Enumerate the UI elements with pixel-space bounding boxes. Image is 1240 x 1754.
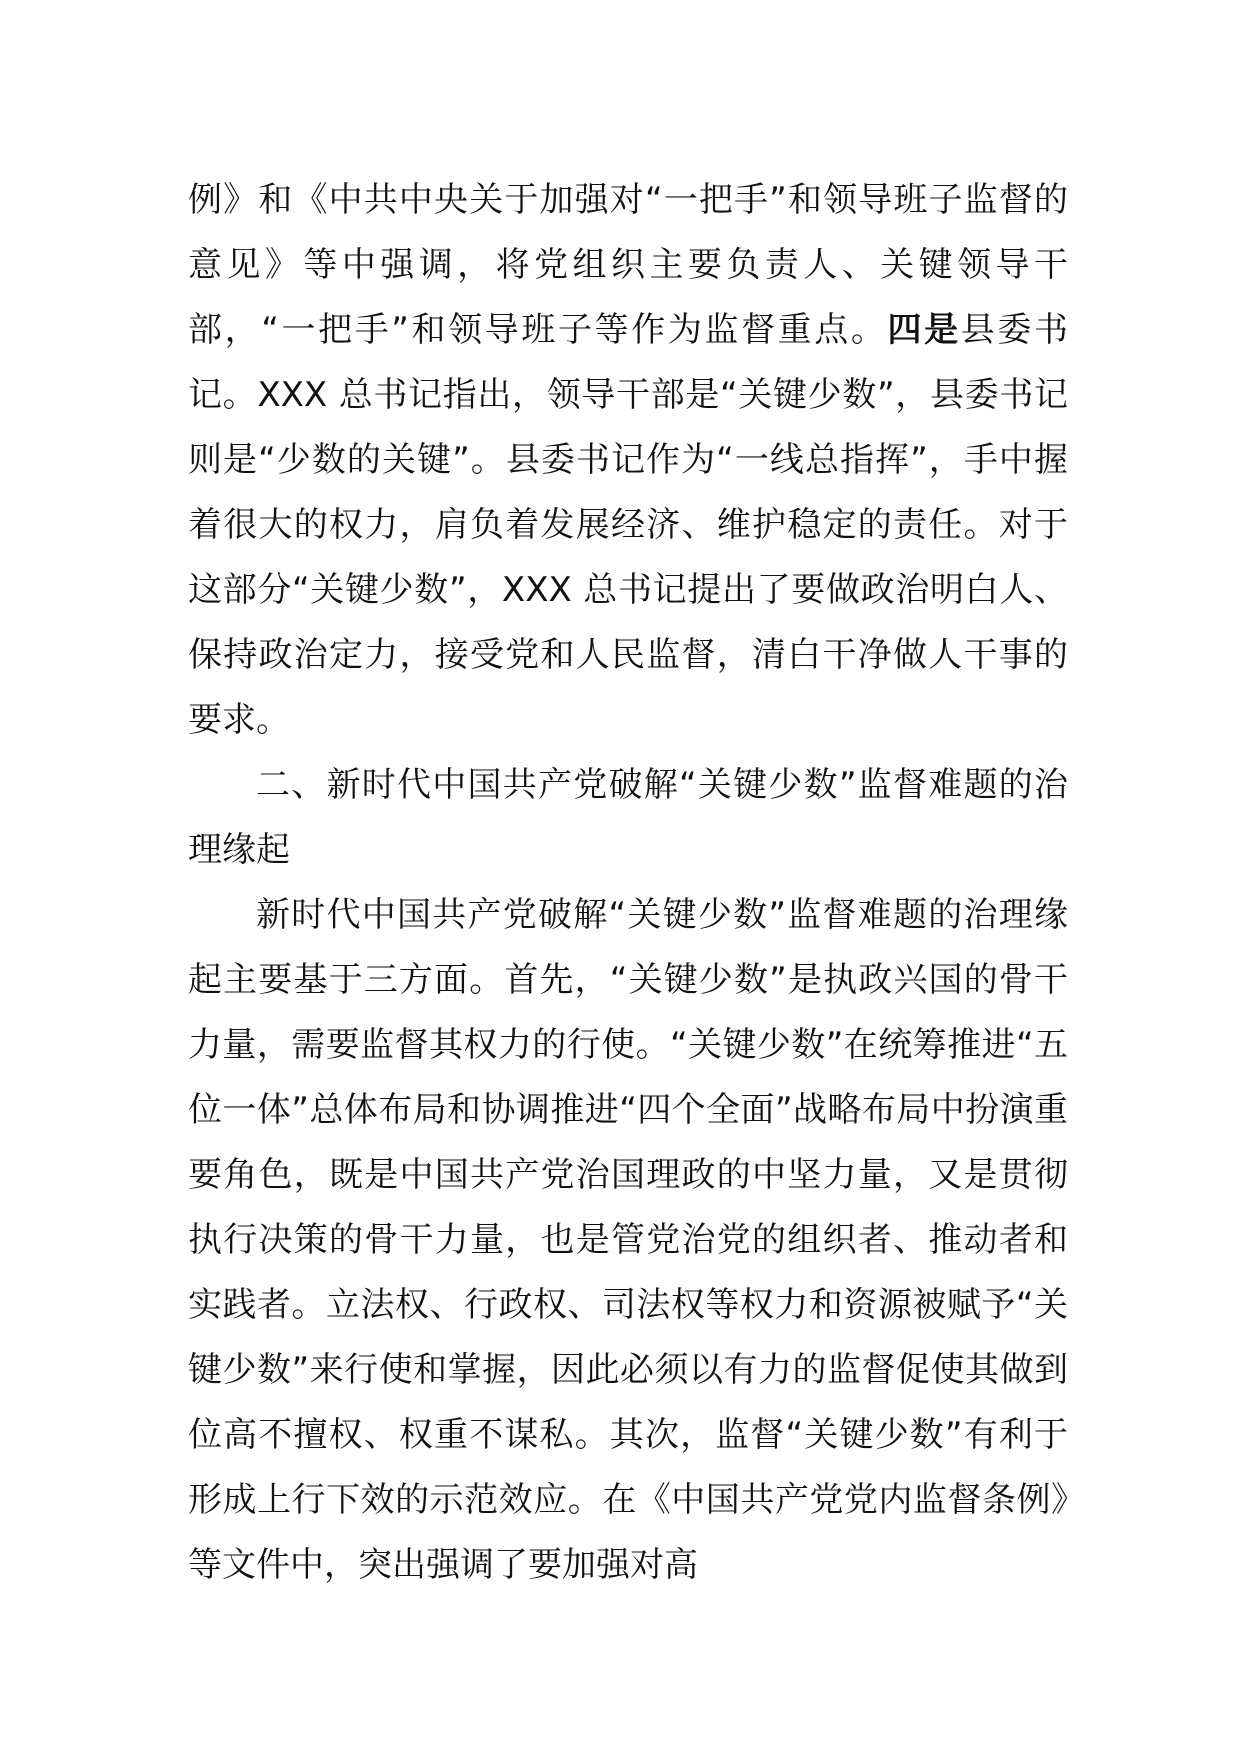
bold-marker: 四是	[887, 310, 961, 350]
section-heading: 二、新时代中国共产党破解“关键少数”监督难题的治理缘起	[188, 765, 1068, 870]
document-body	[188, 168, 1068, 1598]
paragraph-continued	[188, 168, 1068, 753]
paragraph: 新时代中国共产党破解“关键少数”监督难题的治理缘起主要基于三方面。首先，“关键少数”是执政兴国的骨干力量，需要监督其权力的行使。“关键少数”在统筹推进“五位一体”总体布局和协调推进“四个全面”战略布局中扮演重要角色，既是中国共产党治国理政的中坚力量，又是贯彻执行决策的骨干力量，也是管党治党的组织者、推动者和实践者。立法权、行政权、司法权等权力和资源被赋予“关键少数”来行使和掌握，因此必须以有力的监督促使其做到位高不擅权、权重不谋私。其次，监督“关键少数”有利于形成上行下效的示范效应。在《中国共产党党内监督条例》等文件中，突出强调了要加强对高	[188, 895, 1068, 1585]
paragraph-text: 县委书记。XXX 总书记指出，领导干部是“关键少数”，县委书记则是“少数的关键”。县委书记作为“一线总指挥”，手中握着很大的权力，肩负着发展经济、维护稳定的责任。对于这部分“关键少数”，XXX 总书记提出了要做政治明白人、保持政治定力，接受党和人民监督，清白干净做人干事的要求。	[188, 310, 1069, 740]
paragraph-text: 例》和《中共中央关于加强对“一把手”和领导班子监督的意见》等中强调，将党组织主要负责人、关键领导干部，“一把手”和领导班子等作为监督重点。	[188, 180, 1068, 350]
